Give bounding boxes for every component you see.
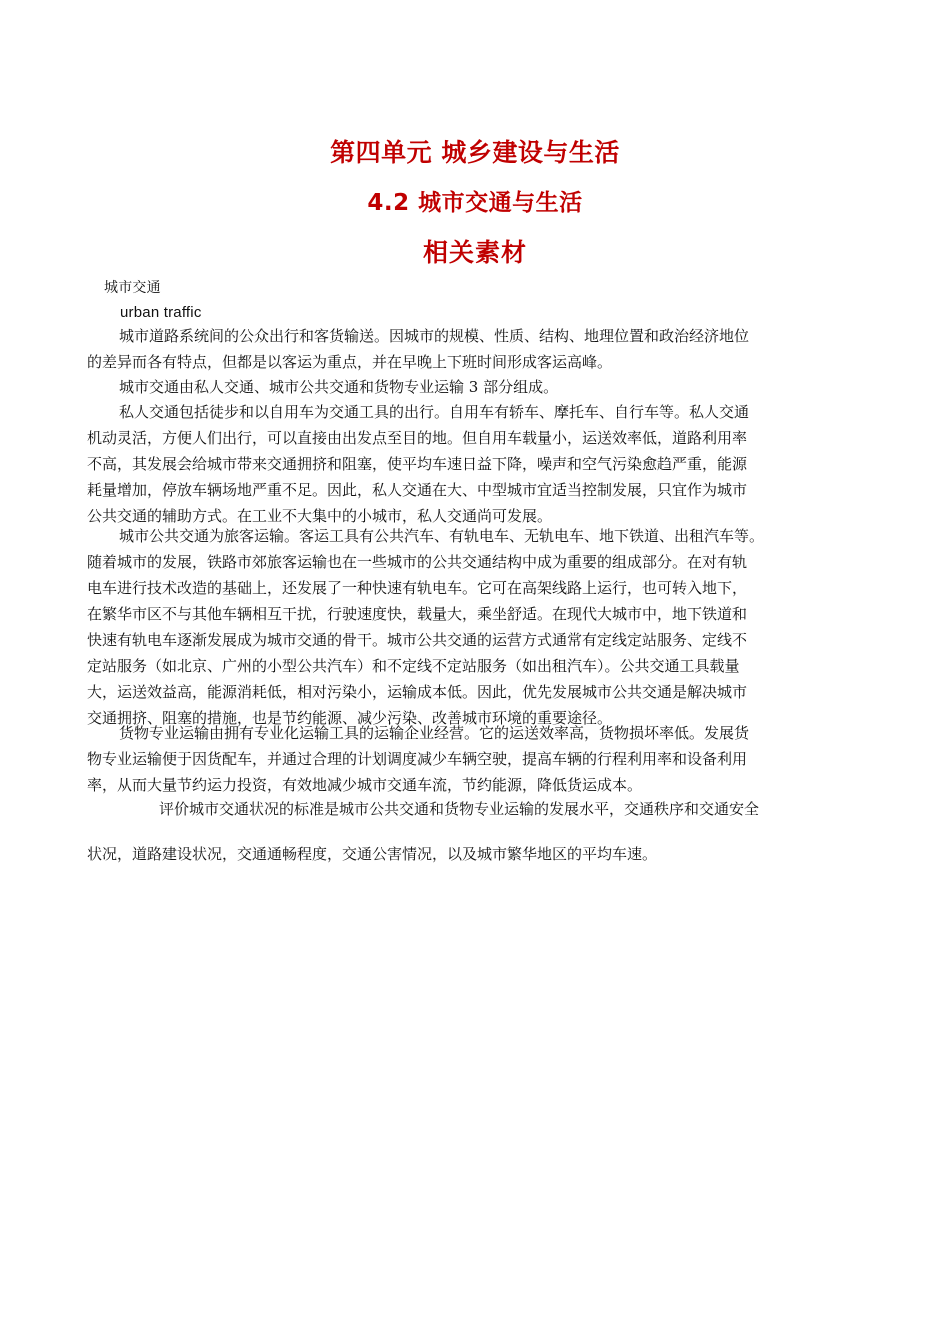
paragraph-line: 耗量增加，停放车辆场地严重不足。因此，私人交通在大、中型城市宜适当控制发展，只宜作为城市 [87, 481, 748, 499]
paragraph-line: 城市道路系统间的公众出行和客货输送。因城市的规模、性质、结构、地理位置和政治经济地位 [119, 327, 750, 345]
paragraph-line: 机动灵活，方便人们出行，可以直接由出发点至目的地。但自用车载量小，运送效率低，道路利用率 [87, 429, 748, 447]
paragraph-definition [87, 323, 867, 375]
paragraph-line: 大，运送效益高，能源消耗低，相对污染小，运输成本低。因此，优先发展城市公共交通是解决城市 [87, 683, 748, 701]
document-title: 第四单元 城乡建设与生活 [330, 138, 620, 167]
document-subtitle: 4.2 城市交通与生活 [367, 190, 583, 216]
paragraph-public-transport [87, 523, 867, 731]
paragraph-line: 快速有轨电车逐渐发展成为城市交通的骨干。城市公共交通的运营方式通常有定线定站服务、定线不 [87, 631, 748, 649]
paragraph-line: 率，从而大量节约运力投资，有效地减少城市交通车流，节约能源，降低货运成本。 [87, 776, 643, 794]
heading-chinese: 城市交通 [104, 280, 161, 296]
paragraph-freight [87, 720, 867, 798]
paragraph-private-traffic [87, 399, 867, 529]
paragraph-line: 评价城市交通状况的标准是城市公共交通和货物专业运输的发展水平，交通秩序和交通安全 [159, 800, 760, 818]
paragraph-composition [87, 374, 867, 400]
paragraph-evaluation [87, 796, 867, 822]
paragraph-line: 电车进行技术改造的基础上，还发展了一种快速有轨电车。它可在高架线路上运行，也可转入地下， [87, 579, 748, 597]
paragraph-evaluation-continued [87, 841, 867, 867]
paragraph-line: 状况，道路建设状况，交通通畅程度，交通公害情况，以及城市繁华地区的平均车速。 [87, 845, 658, 863]
paragraph-line: 交通拥挤、阻塞的措施，也是节约能源、减少污染、改善城市环境的重要途径。 [87, 709, 613, 727]
paragraph-line: 货物专业运输由拥有专业化运输工具的运输企业经营。它的运送效率高，货物损坏率低。发展货 [119, 724, 750, 742]
paragraph-line: 不高，其发展会给城市带来交通拥挤和阻塞，使平均车速日益下降，噪声和空气污染愈趋严重，能源 [87, 455, 748, 473]
paragraph-line: 的差异而各有特点，但都是以客运为重点，并在早晚上下班时间形成客运高峰。 [87, 353, 613, 371]
paragraph-line: 在繁华市区不与其他车辆相互干扰，行驶速度快，载量大，乘坐舒适。在现代大城市中，地下铁道和 [87, 605, 748, 623]
paragraph-line: 随着城市的发展，铁路市郊旅客运输也在一些城市的公共交通结构中成为重要的组成部分。在对有轨 [87, 553, 748, 571]
paragraph-line: 城市公共交通为旅客运输。客运工具有公共汽车、有轨电车、无轨电车、地下铁道、出租汽车等。 [119, 527, 765, 545]
section-title: 相关素材 [422, 238, 527, 267]
heading-english: urban traffic [120, 304, 202, 321]
paragraph-line: 定站服务（如北京、广州的小型公共汽车）和不定线不定站服务（如出租汽车）。公共交通工具载量 [87, 657, 740, 675]
paragraph-line: 城市交通由私人交通、城市公共交通和货物专业运输 3 部分组成。 [119, 378, 559, 396]
paragraph-line: 公共交通的辅助方式。在工业不大集中的小城市，私人交通尚可发展。 [87, 507, 553, 525]
paragraph-line: 私人交通包括徒步和以自用车为交通工具的出行。自用车有轿车、摩托车、自行车等。私人交通 [119, 403, 750, 421]
paragraph-line: 物专业运输便于因货配车，并通过合理的计划调度减少车辆空驶，提高车辆的行程利用率和设备利用 [87, 750, 748, 768]
